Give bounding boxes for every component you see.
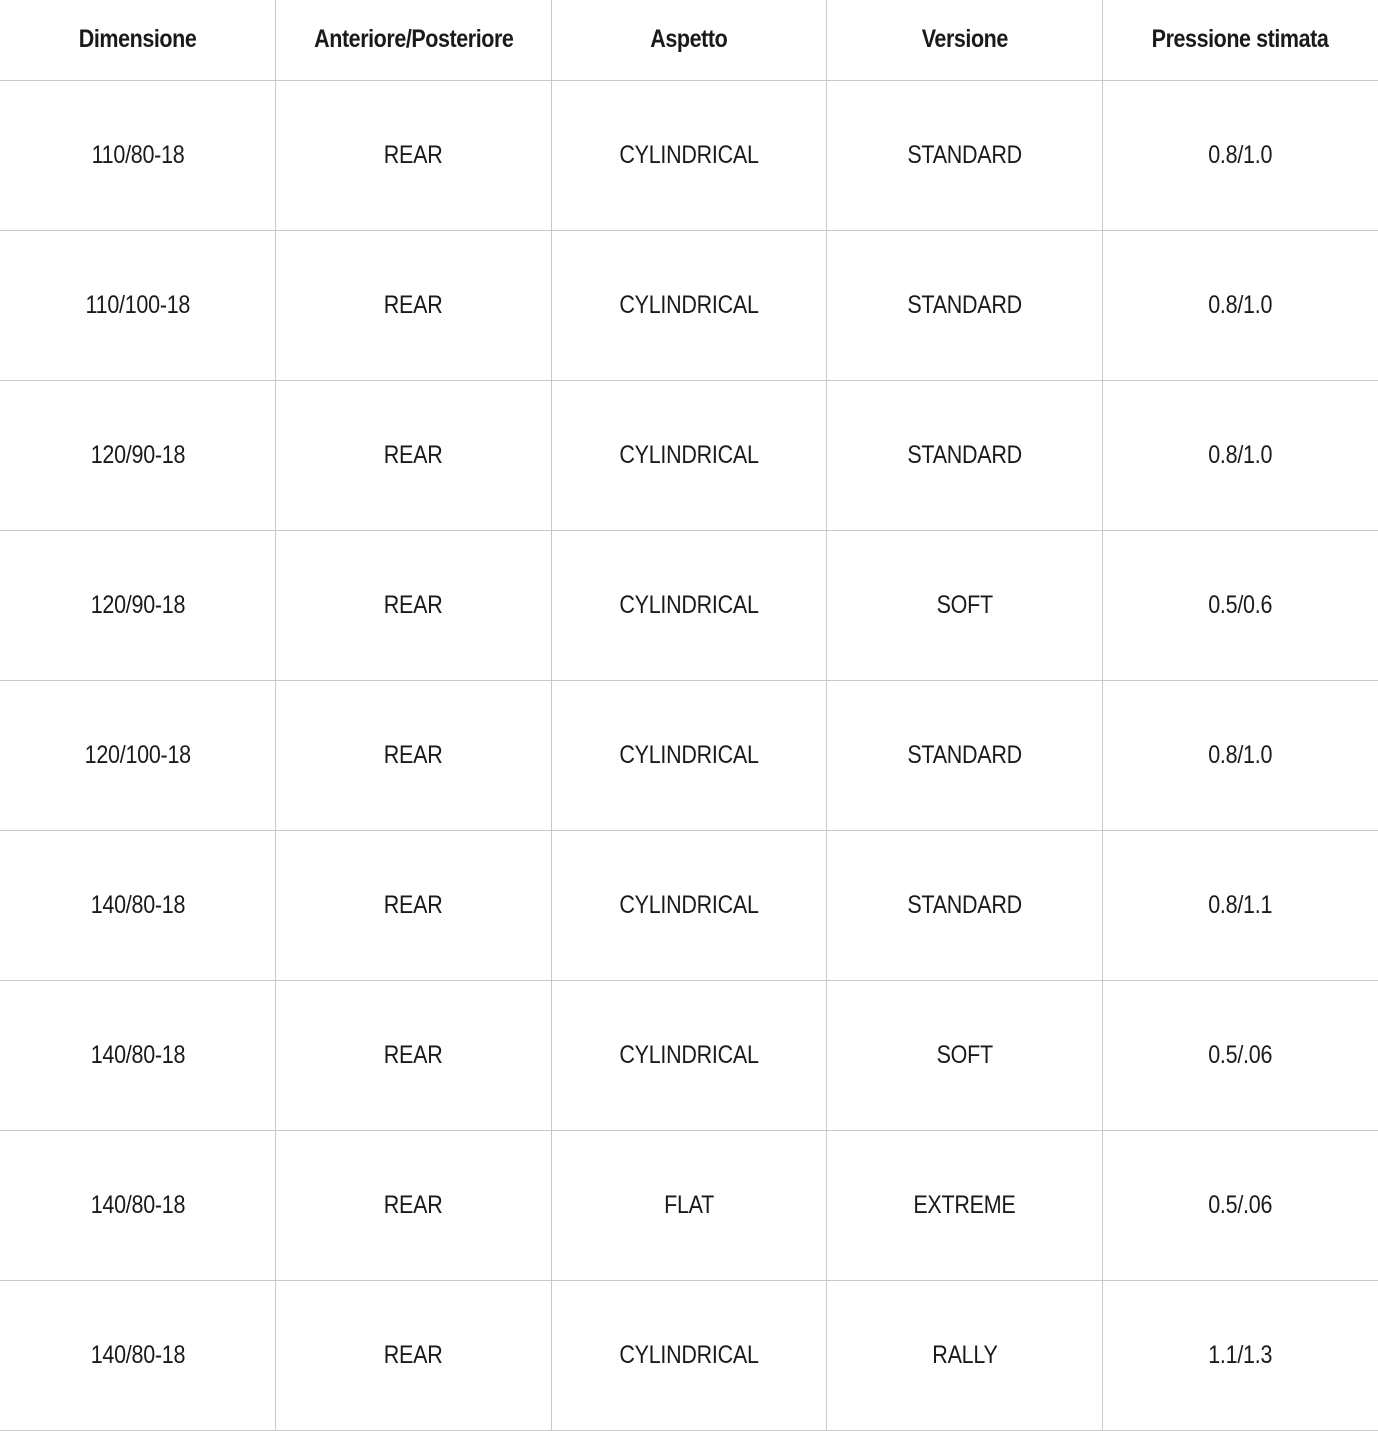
- cell-text: 120/90-18: [90, 440, 185, 469]
- cell-text: 140/80-18: [90, 1040, 185, 1069]
- cell-versione: [827, 530, 1103, 680]
- cell-dimensione: [0, 980, 276, 1130]
- cell-text: STANDARD: [907, 740, 1022, 769]
- cell-text: REAR: [384, 1190, 443, 1219]
- cell-text: 110/80-18: [91, 140, 184, 169]
- cell-aspetto: [551, 680, 827, 830]
- cell-anteriore-posteriore: [276, 380, 552, 530]
- cell-text: CYLINDRICAL: [619, 590, 759, 619]
- table-row: [0, 980, 1378, 1130]
- cell-anteriore-posteriore: [276, 830, 552, 980]
- cell-aspetto: [551, 830, 827, 980]
- header-dimensione: Dimensione: [19, 0, 256, 80]
- cell-text: 0.8/1.0: [1208, 140, 1273, 169]
- cell-anteriore-posteriore: [276, 1280, 552, 1430]
- header-pressione-stimata: Pressione stimata: [1122, 0, 1359, 80]
- cell-text: 0.5/0.6: [1208, 590, 1273, 619]
- cell-dimensione: [0, 530, 276, 680]
- cell-text: SOFT: [936, 590, 993, 619]
- cell-text: REAR: [384, 1340, 443, 1369]
- cell-aspetto: [551, 530, 827, 680]
- cell-text: SOFT: [936, 1040, 993, 1069]
- cell-anteriore-posteriore: [276, 1130, 552, 1280]
- cell-text: CYLINDRICAL: [619, 1040, 759, 1069]
- cell-text: CYLINDRICAL: [619, 440, 759, 469]
- cell-pressione: [1102, 680, 1378, 830]
- cell-text: 0.5/.06: [1208, 1040, 1273, 1069]
- table-row: [0, 530, 1378, 680]
- cell-aspetto: [551, 380, 827, 530]
- cell-text: 140/80-18: [90, 1340, 185, 1369]
- cell-dimensione: [0, 830, 276, 980]
- cell-text: 0.8/1.0: [1208, 440, 1273, 469]
- table-header-row: [0, 0, 1378, 80]
- cell-text: 140/80-18: [90, 1190, 185, 1219]
- header-versione: Versione: [846, 0, 1083, 80]
- cell-versione: [827, 80, 1103, 230]
- cell-pressione: [1102, 830, 1378, 980]
- table-row: [0, 80, 1378, 230]
- cell-text: CYLINDRICAL: [619, 740, 759, 769]
- cell-text: 140/80-18: [90, 890, 185, 919]
- cell-text: REAR: [384, 740, 443, 769]
- cell-versione: [827, 830, 1103, 980]
- cell-text: 0.8/1.1: [1208, 890, 1273, 919]
- cell-text: CYLINDRICAL: [619, 1340, 759, 1369]
- cell-text: REAR: [384, 890, 443, 919]
- table-row: [0, 680, 1378, 830]
- table-row: [0, 1280, 1378, 1430]
- cell-text: 110/100-18: [85, 290, 190, 319]
- cell-pressione: [1102, 80, 1378, 230]
- cell-versione: [827, 230, 1103, 380]
- cell-text: CYLINDRICAL: [619, 890, 759, 919]
- cell-text: CYLINDRICAL: [619, 290, 759, 319]
- cell-anteriore-posteriore: [276, 680, 552, 830]
- cell-dimensione: [0, 1130, 276, 1280]
- cell-text: 0.8/1.0: [1208, 740, 1273, 769]
- cell-anteriore-posteriore: [276, 230, 552, 380]
- cell-versione: [827, 980, 1103, 1130]
- cell-anteriore-posteriore: [276, 80, 552, 230]
- cell-text: REAR: [384, 140, 443, 169]
- cell-text: STANDARD: [907, 140, 1022, 169]
- cell-text: FLAT: [664, 1190, 714, 1219]
- cell-dimensione: [0, 80, 276, 230]
- table-row: [0, 1130, 1378, 1280]
- cell-text: 1.1/1.3: [1208, 1340, 1273, 1369]
- cell-text: REAR: [384, 590, 443, 619]
- table-row: [0, 380, 1378, 530]
- cell-aspetto: [551, 80, 827, 230]
- cell-text: STANDARD: [907, 290, 1022, 319]
- cell-text: 0.5/.06: [1208, 1190, 1273, 1219]
- cell-dimensione: [0, 680, 276, 830]
- header-aspetto: Aspetto: [570, 0, 807, 80]
- cell-dimensione: [0, 230, 276, 380]
- cell-text: STANDARD: [907, 890, 1022, 919]
- cell-text: 120/100-18: [84, 740, 191, 769]
- cell-pressione: [1102, 980, 1378, 1130]
- cell-aspetto: [551, 230, 827, 380]
- cell-text: 120/90-18: [90, 590, 185, 619]
- cell-anteriore-posteriore: [276, 980, 552, 1130]
- cell-aspetto: [551, 980, 827, 1130]
- cell-dimensione: [0, 380, 276, 530]
- cell-versione: [827, 1280, 1103, 1430]
- cell-text: REAR: [384, 1040, 443, 1069]
- cell-pressione: [1102, 230, 1378, 380]
- cell-dimensione: [0, 1280, 276, 1430]
- cell-anteriore-posteriore: [276, 530, 552, 680]
- cell-text: RALLY: [931, 1340, 998, 1369]
- cell-versione: [827, 680, 1103, 830]
- cell-text: REAR: [384, 290, 443, 319]
- cell-text: STANDARD: [907, 440, 1022, 469]
- table-row: [0, 230, 1378, 380]
- cell-pressione: [1102, 530, 1378, 680]
- cell-pressione: [1102, 1280, 1378, 1430]
- cell-pressione: [1102, 380, 1378, 530]
- cell-text: CYLINDRICAL: [619, 140, 759, 169]
- cell-versione: [827, 380, 1103, 530]
- table-row: [0, 830, 1378, 980]
- cell-aspetto: [551, 1130, 827, 1280]
- cell-pressione: [1102, 1130, 1378, 1280]
- cell-versione: [827, 1130, 1103, 1280]
- cell-text: 0.8/1.0: [1208, 290, 1273, 319]
- cell-text: EXTREME: [913, 1190, 1016, 1219]
- header-anteriore-posteriore: Anteriore/Posteriore: [295, 0, 532, 80]
- cell-text: REAR: [384, 440, 443, 469]
- cell-aspetto: [551, 1280, 827, 1430]
